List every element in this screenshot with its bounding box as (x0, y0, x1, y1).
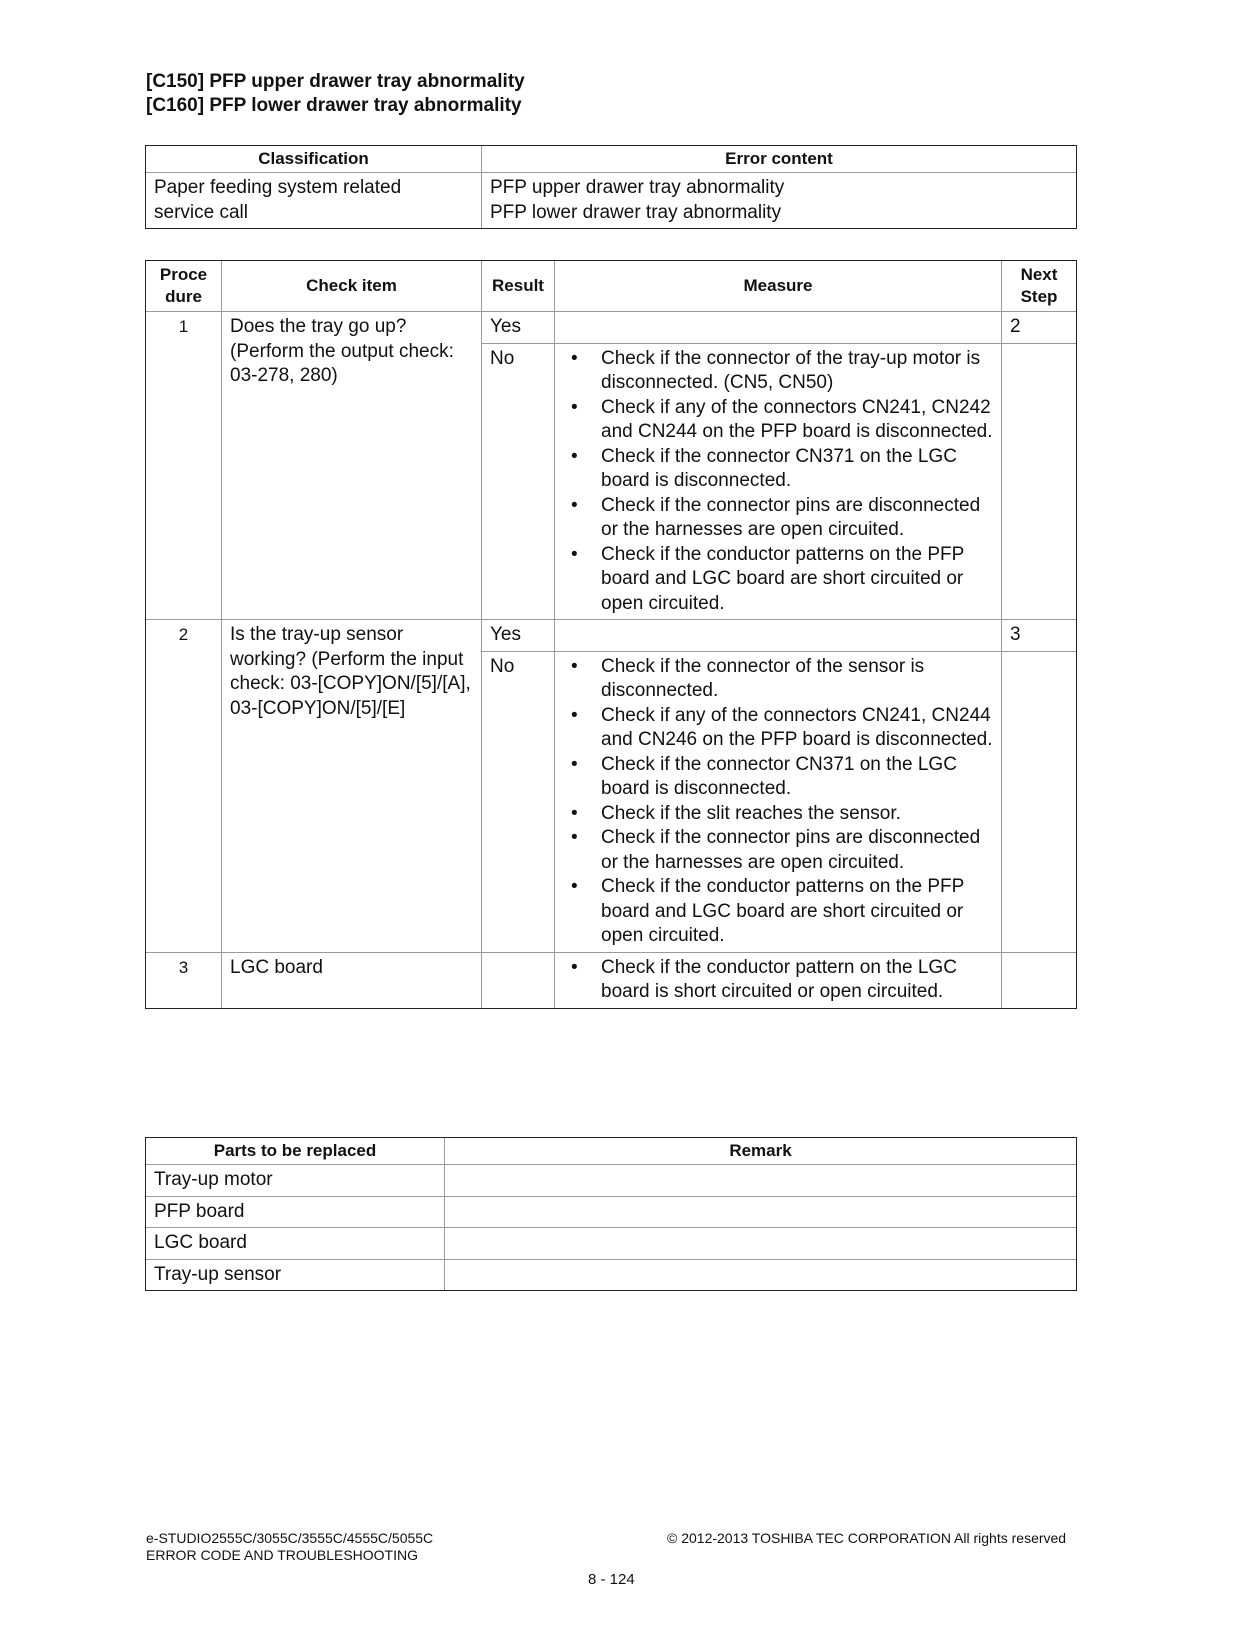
list-item: • Check if any of the connectors CN241, CN242 and CN244 on the PFP board is disconnected. (563, 396, 993, 445)
next-step-header (1002, 261, 1077, 312)
step-1-yes-row (146, 312, 1077, 344)
step-1-yes-result: Yes (482, 312, 555, 344)
list-item: • Check if the connector of the sensor is disconnected. (563, 655, 993, 704)
step-1-yes-measure (555, 312, 1002, 344)
step-2-no-result: No (482, 651, 555, 952)
step-1-check-item: Does the tray go up? (Perform the output check: 03-278, 280) (222, 312, 482, 620)
remark-cell (445, 1228, 1077, 1260)
table-row (146, 1259, 1077, 1291)
procedure-header-line-2: dure (165, 287, 202, 306)
classification-row (146, 173, 1077, 229)
procedure-table (145, 260, 1077, 1009)
list-item: • Check if the connector CN371 on the LGC board is disconnected. (563, 753, 993, 802)
step-3-number: 3 (146, 952, 222, 1008)
list-item: • Check if the connector CN371 on the LGC board is disconnected. (563, 445, 993, 494)
classification-line-1: Paper feeding system related (154, 177, 402, 198)
remark-header: Remark (445, 1138, 1077, 1165)
step-3-row (146, 952, 1077, 1008)
remark-cell (445, 1259, 1077, 1291)
classification-header-row (146, 146, 1077, 173)
step-2-number: 2 (146, 620, 222, 953)
step-1-measure-list (563, 347, 993, 617)
page-title-c160: [C160] PFP lower drawer tray abnormality (146, 95, 522, 116)
footer-models: e-STUDIO2555C/3055C/3555C/4555C/5055C (146, 1530, 434, 1546)
remark-cell (445, 1196, 1077, 1228)
step-2-measure-list (563, 655, 993, 949)
step-2-yes-result: Yes (482, 620, 555, 652)
step-2-no-measure (555, 651, 1002, 952)
procedure-header-line-1: Proce (159, 265, 208, 284)
step-2-yes-row (146, 620, 1077, 652)
step-2-yes-measure (555, 620, 1002, 652)
table-row (146, 1228, 1077, 1260)
procedure-header-row (146, 261, 1077, 312)
next-step-header-line-1: Next (1020, 265, 1058, 284)
list-item: • Check if the conductor patterns on the PFP board and LGC board are short circuited or open circuited. (563, 875, 993, 949)
step-1-no-next (1002, 343, 1077, 620)
next-step-header-line-2: Step (1020, 287, 1058, 306)
step-3-result (482, 952, 555, 1008)
step-2-yes-next: 3 (1002, 620, 1077, 652)
list-item: • Check if any of the connectors CN241, CN244 and CN246 on the PFP board is disconnected. (563, 704, 993, 753)
list-item: • Check if the conductor pattern on the LGC board is short circuited or open circuited. (563, 956, 993, 1005)
check-item-header: Check item (222, 261, 482, 312)
measure-header: Measure (555, 261, 1002, 312)
result-header: Result (482, 261, 555, 312)
classification-header: Classification (146, 146, 482, 173)
table-row (146, 1165, 1077, 1197)
parts-header: Parts to be replaced (146, 1138, 445, 1165)
remark-cell (445, 1165, 1077, 1197)
parts-header-row (146, 1138, 1077, 1165)
list-item: • Check if the connector of the tray-up motor is disconnected. (CN5, CN50) (563, 347, 993, 396)
step-3-next (1002, 952, 1077, 1008)
error-content-line-2: PFP lower drawer tray abnormality (490, 201, 782, 223)
classification-cell (146, 173, 482, 229)
step-2-check-item: Is the tray-up sensor working? (Perform the input check: 03-[COPY]ON/[5]/[A], 03-[COPY]ON/[5]/[E] (222, 620, 482, 953)
part-cell: Tray-up sensor (146, 1259, 445, 1291)
step-1-no-measure (555, 343, 1002, 620)
step-1-no-result: No (482, 343, 555, 620)
error-content-header: Error content (482, 146, 1077, 173)
step-1-number: 1 (146, 312, 222, 620)
part-cell: Tray-up motor (146, 1165, 445, 1197)
classification-table (145, 145, 1077, 229)
procedure-header (146, 261, 222, 312)
part-cell: LGC board (146, 1228, 445, 1260)
step-3-measure (555, 952, 1002, 1008)
list-item: • Check if the connector pins are disconnected or the harnesses are open circuited. (563, 494, 993, 543)
step-2-no-next (1002, 651, 1077, 952)
page-title-c150: [C150] PFP upper drawer tray abnormality (146, 71, 525, 92)
list-item: • Check if the connector pins are disconnected or the harnesses are open circuited. (563, 826, 993, 875)
part-cell: PFP board (146, 1196, 445, 1228)
list-item: • Check if the slit reaches the sensor. (563, 802, 993, 827)
step-3-check-item: LGC board (222, 952, 482, 1008)
page-number: 8 - 124 (588, 1571, 635, 1588)
list-item: • Check if the conductor patterns on the PFP board and LGC board are short circuited or open circuited. (563, 543, 993, 617)
error-content-line-1: PFP upper drawer tray abnormality (490, 177, 785, 198)
error-content-cell (482, 173, 1077, 229)
parts-table (145, 1137, 1077, 1291)
footer-copyright: © 2012-2013 TOSHIBA TEC CORPORATION All rights reserved (667, 1530, 1067, 1546)
classification-line-2: service call (154, 201, 248, 223)
table-row (146, 1196, 1077, 1228)
footer-section: ERROR CODE AND TROUBLESHOOTING (146, 1547, 419, 1563)
step-3-measure-list (563, 956, 993, 1005)
step-1-yes-next: 2 (1002, 312, 1077, 344)
